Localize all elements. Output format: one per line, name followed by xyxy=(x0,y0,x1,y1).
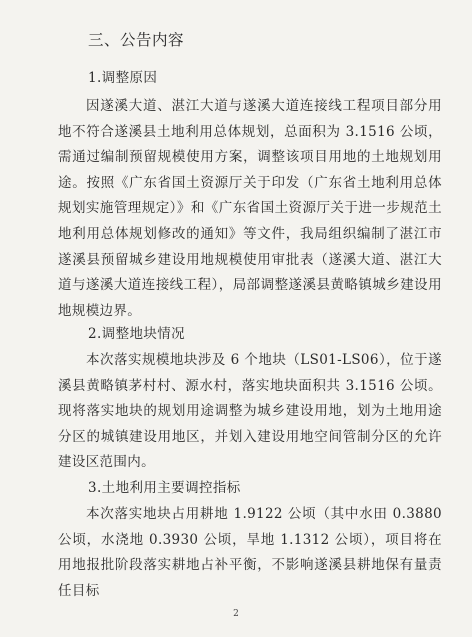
subsection-body-1: 因遂溪大道、湛江大道与遂溪大道连接线工程项目部分用地不符合遂溪县土地利用总体规划，总面积为 3.1516 公顷，需通过编制预留规模使用方案，调整该项目用地的土地规划用途。按照《广东省国土资源厅关于印发（广东省土地利用总体规划实施管理规定）》和《广东省国土资源厅关于进一步规范土地利用总体规划修改的通知》等文件，我局组织编制了湛江市遂溪县预留城乡建设用地规模使用审批表（遂溪大道、湛江大道与遂溪大道连接线工程），局部调整遂溪县黄略镇城乡建设用地规模边界。 xyxy=(58,98,442,319)
page-number: 2 xyxy=(233,609,239,619)
subsection-title-3: 3.土地利用主要调控指标 xyxy=(88,480,241,496)
section-heading: 三、公告内容 xyxy=(88,31,185,49)
subsection-body-3: 本次落实地块占用耕地 1.9122 公顷（其中水田 0.3880 公顷，水浇地 0.3930 公顷，旱地 1.1312 公顷），项目将在用地报批阶段落实耕地占补平衡，不影响遂溪县耕地保有量责任目标 xyxy=(58,506,442,599)
subsection-title-2: 2.调整地块情况 xyxy=(88,326,186,342)
subsection-title-1: 1.调整原因 xyxy=(88,70,158,86)
subsection-body-2: 本次落实规模地块涉及 6 个地块（LS01-LS06），位于遂溪县黄略镇茅村村、源水村，落实地块面积共 3.1516 公顷。现将落实地块的规划用途调整为城乡建设用地，划为土地用途分区的城镇建设用地区，并划入建设用地空间管制分区的允许建设区范围内。 xyxy=(58,352,442,471)
